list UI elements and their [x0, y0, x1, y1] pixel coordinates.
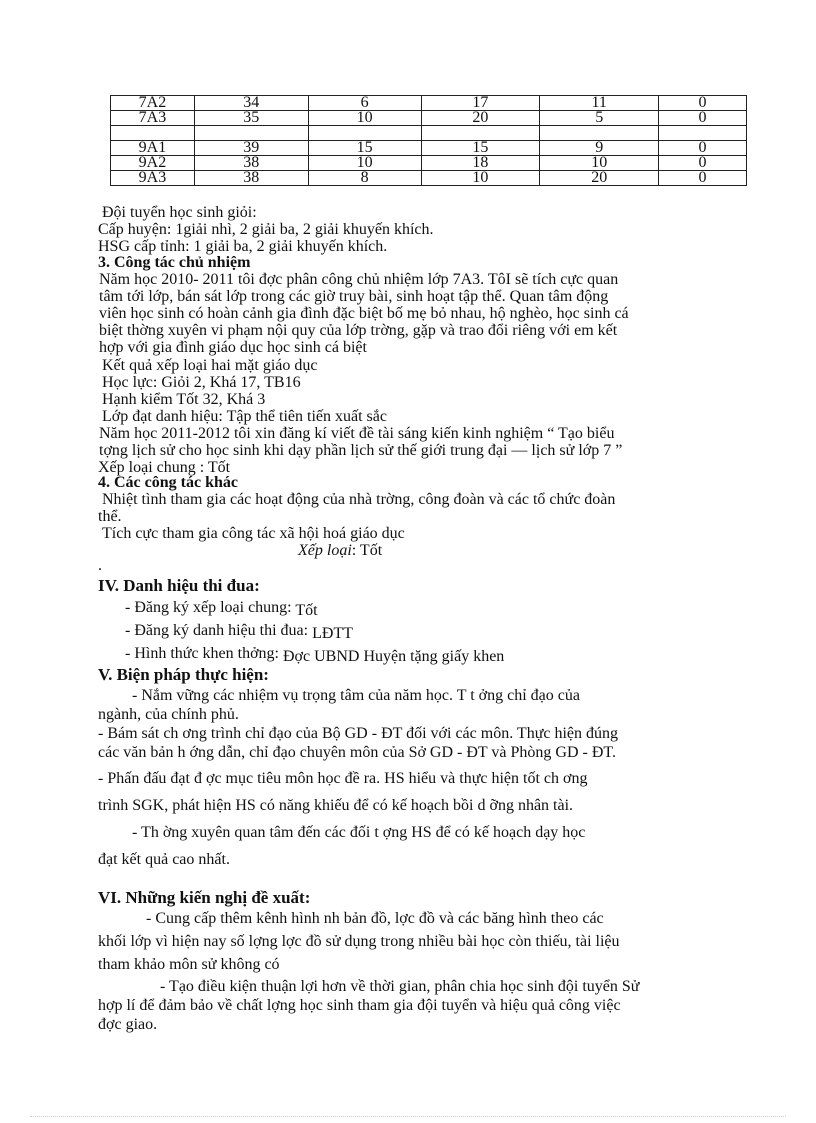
table-cell: 0 [659, 141, 747, 156]
table-cell: 8 [308, 171, 421, 186]
s3-hanh-kiem: Hạnh kiểm Tốt 32, Khá 3 [102, 391, 266, 408]
table-cell: 10 [308, 111, 421, 126]
s4-paragraph-2: Tích cực tham gia công tác xã hội hoá giáo dục [102, 525, 405, 542]
vi-line-6: đợc giao. [98, 1016, 158, 1033]
table-cell: 5 [540, 111, 659, 126]
table-cell: 0 [659, 171, 747, 186]
hsg-district-line: Cấp huyện: 1giải nhì, 2 giải ba, 2 giải khuyến khích. [98, 221, 434, 238]
page-footer-rule [30, 1116, 786, 1117]
table-cell: 34 [194, 96, 308, 111]
iv-item-3-value: Đợc UBND Huyện tặng giấy khen [283, 648, 505, 665]
v-line-8: đạt kết quả cao nhất. [98, 851, 230, 868]
table-cell: 0 [659, 156, 747, 171]
table-row [111, 126, 747, 141]
s3-result-title: Kết quả xếp loại hai mặt giáo dục [102, 357, 318, 374]
section-v-heading: V. Biện pháp thực hiện: [98, 665, 269, 684]
iv-item-2-value: LĐTT [312, 625, 353, 642]
table-cell: 15 [308, 141, 421, 156]
s3-paragraph-line-5: hợp với gia đình giáo dục học sinh cá biệt [99, 339, 367, 356]
iv-item-1 [125, 599, 318, 619]
s3-hoc-luc: Học lực: Giỏi 2, Khá 17, TB16 [102, 374, 301, 391]
table-cell: 6 [308, 96, 421, 111]
s3-skkn-line-1: Năm học 2011-2012 tôi xin đăng kí viết đề tài sáng kiến kinh nghiệm “ Tạo biểu [99, 425, 615, 442]
s3-xep-loai: Xếp loại chung : Tốt [98, 459, 231, 476]
s3-paragraph-line-3: viên học sinh có hoàn cảnh gia đình đặc biệt bố mẹ bỏ nhau, hộ nghèo, học sinh cá [99, 305, 629, 322]
table-cell: 9A3 [111, 171, 195, 186]
v-line-5: - Phấn đấu đạt đ ợc mục tiêu môn học đề ra. HS hiểu và thực hiện tốt ch ơng [98, 770, 588, 787]
table-cell: 9 [540, 141, 659, 156]
s3-paragraph-line-2: tâm tới lớp, bán sát lớp trong các giờ truy bài, sinh hoạt tập thể. Quan tâm động [99, 288, 609, 305]
iv-item-1-label: - Đăng ký xếp loại chung: [125, 599, 296, 616]
s4-paragraph-line-1: Nhiệt tình tham gia các hoạt động của nhà trờng, công đoàn và các tổ chức đoàn [102, 491, 616, 508]
table-row [111, 141, 747, 156]
iv-item-2-label: - Đăng ký danh hiệu thi đua: [125, 622, 313, 639]
table-cell: 9A2 [111, 156, 195, 171]
table-cell: 10 [421, 171, 540, 186]
s3-skkn-line-2: tợng lịch sử cho học sinh khi dạy phần lịch sử thế giới trung đại — lịch sử lớp 7 ” [99, 442, 623, 459]
s3-danh-hieu: Lớp đạt danh hiệu: Tập thể tiên tiến xuất sắc [102, 408, 387, 425]
table-cell: 35 [194, 111, 308, 126]
table-cell: 7A3 [111, 111, 195, 126]
iv-item-3-label: - Hình thức khen thởng: [125, 645, 283, 662]
table-row [111, 171, 747, 186]
table-cell: 17 [421, 96, 540, 111]
table-cell: 15 [421, 141, 540, 156]
table-cell: 0 [659, 96, 747, 111]
table-cell: 18 [421, 156, 540, 171]
table-cell: 39 [194, 141, 308, 156]
s4-xep-loai-label: Xếp loại [298, 542, 352, 559]
hsg-province-line: HSG cấp tỉnh: 1 giải ba, 2 giải khuyến khích. [98, 238, 388, 255]
table-cell: 7A2 [111, 96, 195, 111]
vi-line-2: khối lớp vì hiện nay số lợng lợc đồ sử dụng trong nhiều bài học còn thiếu, tài liệu [98, 933, 620, 950]
s3-paragraph-line-4: biệt thờng xuyên vi phạm nội quy của lớp trờng, gặp và trao đổi riêng với em kết [99, 322, 618, 339]
table-cell: 0 [659, 111, 747, 126]
section-vi-heading: VI. Những kiến nghị đề xuất: [98, 888, 311, 907]
table-cell: 10 [540, 156, 659, 171]
v-line-6: trình SGK, phát hiện HS có năng khiếu để có kế hoạch bồi d ỡng nhân tài. [98, 797, 574, 814]
s3-paragraph-line-1: Năm học 2010- 2011 tôi đợc phân công chủ nhiệm lớp 7A3. TôI sẽ tích cực quan [99, 271, 619, 288]
s4-xep-loai [298, 543, 382, 559]
table-cell: 20 [540, 171, 659, 186]
section-4-heading: 4. Các công tác khác [98, 474, 238, 491]
table-row [111, 156, 747, 171]
iv-item-1-value: Tốt [295, 602, 318, 619]
table-cell: 38 [194, 171, 308, 186]
table-row [111, 96, 747, 111]
vi-line-4: - Tạo điều kiện thuận lợi hơn về thời gian, phân chia học sinh đội tuyển Sử [160, 978, 640, 995]
s4-xep-loai-value: : Tốt [351, 542, 383, 559]
table-cell: 10 [308, 156, 421, 171]
vi-line-1: - Cung cấp thêm kênh hình nh bản đồ, lợc đồ và các băng hình theo các [146, 910, 604, 927]
s4-stray-dot: . [98, 557, 102, 574]
v-line-3: - Bám sát ch ơng trình chỉ đạo của Bộ GD - ĐT đối với các môn. Thực hiện đúng [98, 725, 619, 742]
table-cell: 38 [194, 156, 308, 171]
section-3-heading: 3. Công tác chủ nhiệm [98, 254, 251, 271]
v-line-4: các văn bản h ớng dẫn, chỉ đạo chuyên môn của Sở GD - ĐT và Phòng GD - ĐT. [98, 744, 616, 761]
table-row [111, 111, 747, 126]
grades-table-body [111, 96, 747, 186]
section-iv-heading: IV. Danh hiệu thi đua: [98, 576, 260, 595]
v-line-7: - Th ờng xuyên quan tâm đến các đối t ợng HS để có kế hoạch dạy học [132, 824, 586, 841]
grades-table [110, 95, 747, 186]
table-cell: 11 [540, 96, 659, 111]
hsg-title: Đội tuyển học sinh giỏi: [102, 204, 257, 221]
v-line-1: - Nắm vững các nhiệm vụ trọng tâm của năm học. T t ởng chỉ đạo của [132, 687, 580, 704]
v-line-2: ngành, của chính phủ. [98, 706, 239, 723]
iv-item-3 [125, 645, 505, 665]
table-cell: 9A1 [111, 141, 195, 156]
s4-paragraph-line-2: thể. [98, 508, 122, 525]
table-cell: 20 [421, 111, 540, 126]
iv-item-2 [125, 622, 353, 642]
vi-line-5: hợp lí để đảm bảo về chất lợng học sinh tham gia đội tuyển và hiệu quả công việc [98, 997, 621, 1014]
vi-line-3: tham khảo môn sử không có [98, 956, 280, 973]
